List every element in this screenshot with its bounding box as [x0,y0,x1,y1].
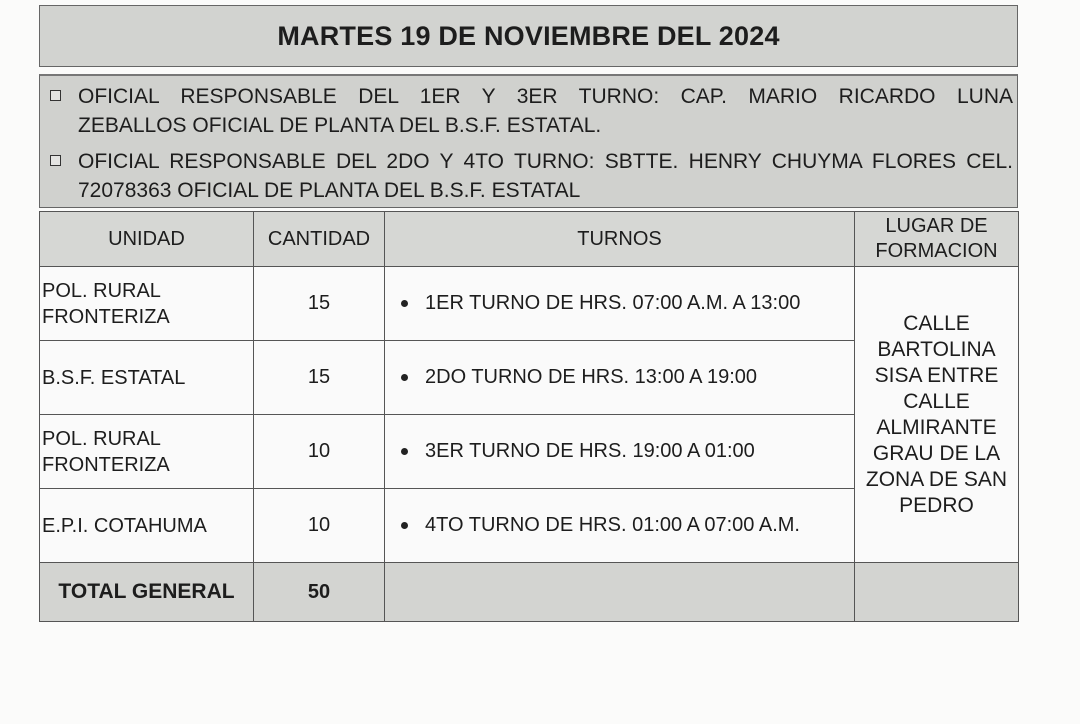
document [39,5,1018,622]
shift-cell [385,267,855,341]
unit-cell [40,267,254,341]
shift-cell [385,415,855,489]
place-line: PEDRO [899,493,974,517]
document-title [39,5,1018,67]
total-empty-cell [385,563,855,622]
place-line: GRAU DE LA [872,441,1001,465]
unit-line-2: FRONTERIZA [42,453,170,476]
header-place-line-2: FORMACION [875,240,998,262]
shift-cell [385,341,855,415]
unit-line-1: POL. RURAL [42,427,161,450]
total-empty-cell [855,563,1019,622]
officer-1-line-2: ZEBALLOS OFICIAL DE PLANTA DEL B.S.F. ESTATAL. [78,114,602,137]
officer-entry-2 [78,147,1013,205]
shifts-table [39,211,1019,622]
header-unit: UNIDAD [40,212,254,267]
shift-text: 3ER TURNO DE HRS. 19:00 A 01:00 [425,440,755,462]
shift-cell [385,489,855,563]
unit-line-1: POL. RURAL [42,279,161,302]
total-quantity: 50 [254,563,385,622]
unit-cell [40,489,254,563]
unit-cell [40,415,254,489]
unit-line-2: FRONTERIZA [42,305,170,328]
unit-line-1: B.S.F. ESTATAL [42,366,186,389]
document-title-text: MARTES 19 DE NOVIEMBRE DEL 2024 [277,20,780,51]
officers-section [39,74,1018,208]
officer-1-line-1: OFICIAL RESPONSABLE DEL 1ER Y 3ER TURNO: CAP. MARIO RICARDO LUNA [78,85,1013,108]
officer-2-line-1: OFICIAL RESPONSABLE DEL 2DO Y 4TO TURNO: SBTTE. HENRY CHUYMA FLORES CEL. [78,150,1013,173]
place-line: CALLE [903,389,970,413]
checkbox-icon [50,155,61,166]
header-place-line-1: LUGAR DE [885,215,988,237]
quantity-cell: 15 [254,267,385,341]
unit-line-1: E.P.I. COTAHUMA [42,514,207,537]
place-line: BARTOLINA [877,337,996,361]
header-place [855,212,1019,267]
table-row [40,267,1019,341]
shift-text: 2DO TURNO DE HRS. 13:00 A 19:00 [425,366,758,388]
place-line: SISA ENTRE [874,363,999,387]
total-row [40,563,1019,622]
shift-text: 4TO TURNO DE HRS. 01:00 A 07:00 A.M. [425,514,800,536]
quantity-cell: 10 [254,415,385,489]
bullet-icon [401,300,408,307]
bullet-icon [401,522,408,529]
shift-text: 1ER TURNO DE HRS. 07:00 A.M. A 13:00 [425,292,801,314]
officer-entry-1 [78,82,1013,140]
table-header-row [40,212,1019,267]
place-line: CALLE [903,311,970,335]
formation-place-cell [855,267,1019,563]
bullet-icon [401,374,408,381]
checkbox-icon [50,90,61,101]
quantity-cell: 15 [254,341,385,415]
bullet-icon [401,448,408,455]
officer-2-line-2: 72078363 OFICIAL DE PLANTA DEL B.S.F. ESTATAL [78,179,581,202]
place-line: ALMIRANTE [876,415,997,439]
quantity-cell: 10 [254,489,385,563]
header-shifts: TURNOS [385,212,855,267]
unit-cell [40,341,254,415]
total-label: TOTAL GENERAL [40,563,254,622]
place-line: ZONA DE SAN [865,467,1008,491]
header-quantity: CANTIDAD [254,212,385,267]
